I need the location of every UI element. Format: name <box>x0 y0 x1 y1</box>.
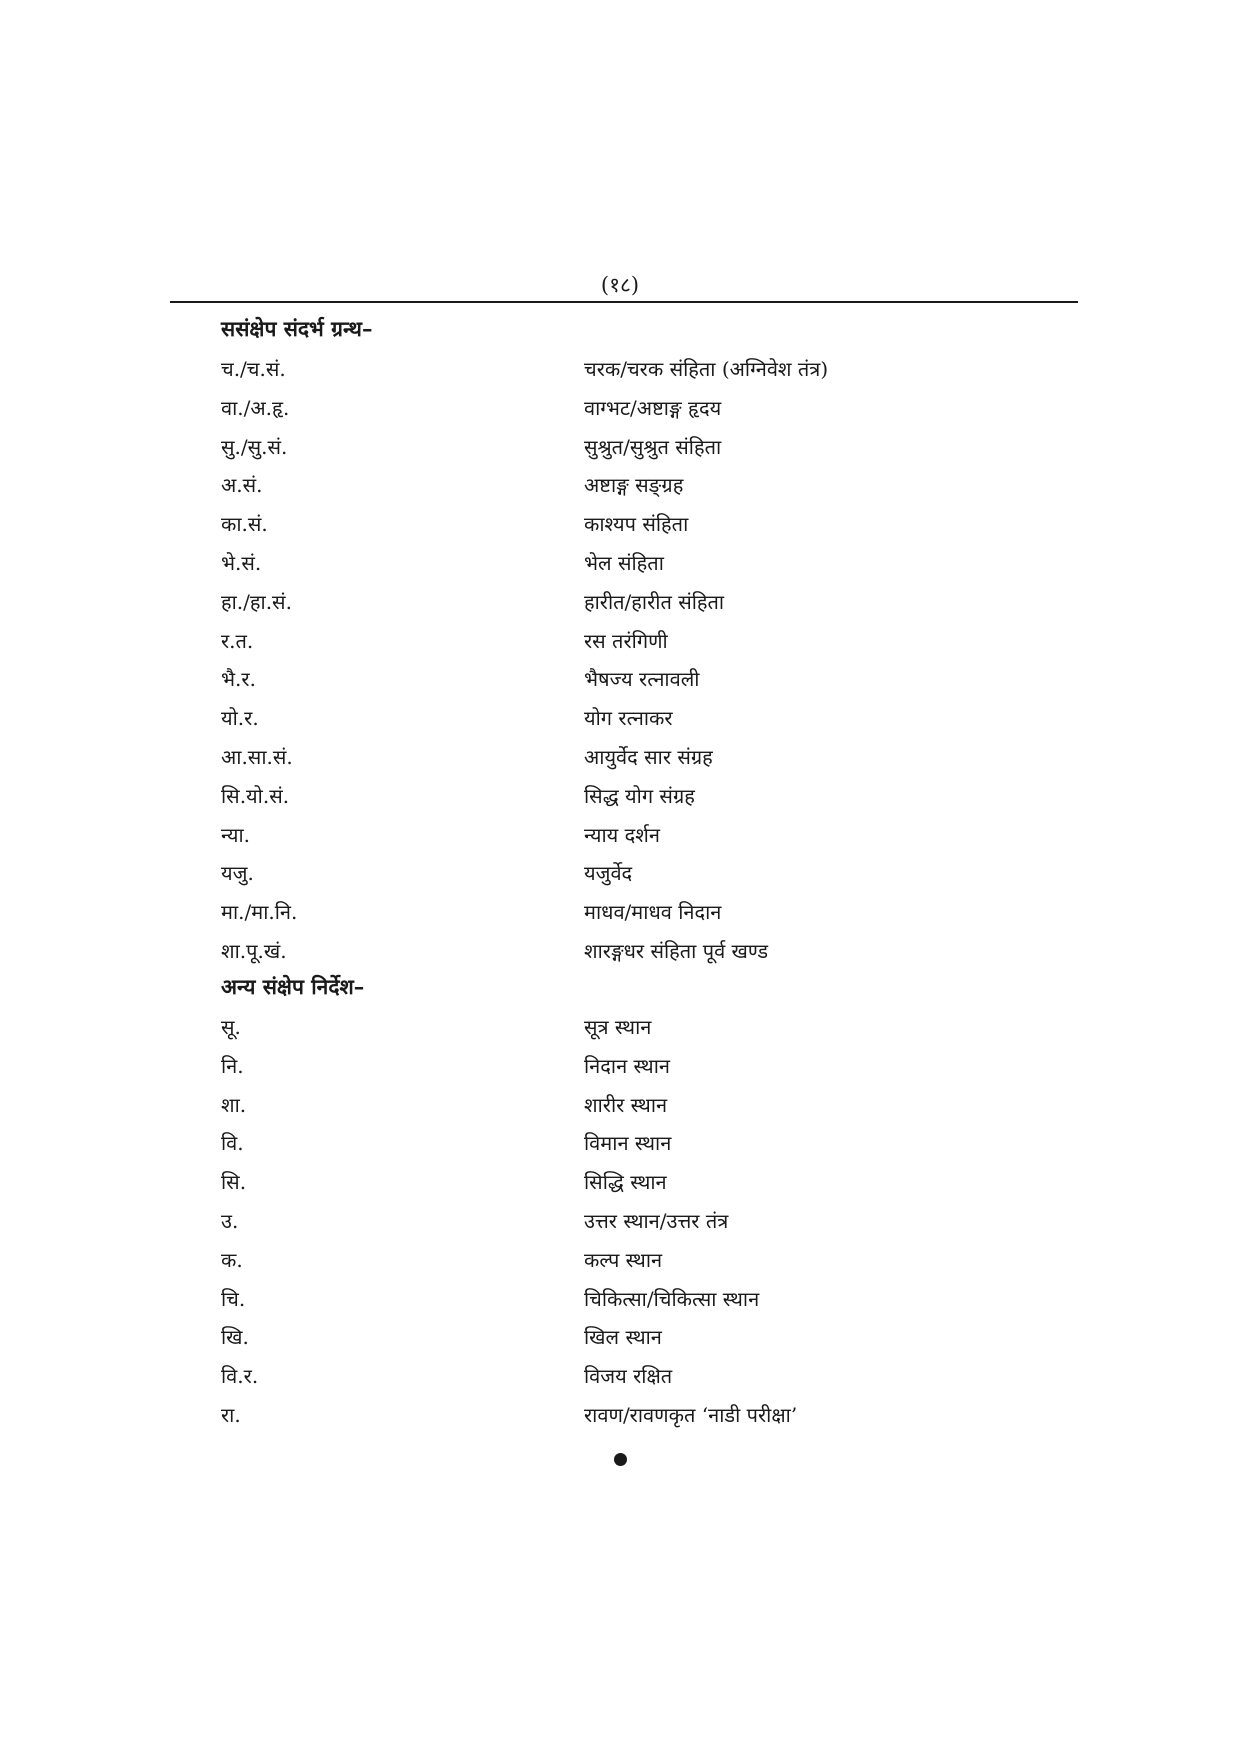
list-item <box>0 509 1240 548</box>
list-item <box>0 1245 1240 1284</box>
end-bullet <box>614 1453 627 1466</box>
abbreviation: सि.यो.सं. <box>221 783 290 808</box>
abbreviation-expansion: भेल संहिता <box>584 550 664 575</box>
list-item <box>0 548 1240 587</box>
abbreviation: रा. <box>221 1402 241 1427</box>
abbreviation-expansion: सिद्ध योग संग्रह <box>584 783 695 808</box>
abbreviation-expansion: न्याय दर्शन <box>584 822 660 847</box>
abbreviation-expansion: सूत्र स्थान <box>584 1015 652 1039</box>
list-item <box>0 587 1240 626</box>
abbreviation: यजु. <box>221 861 254 886</box>
list-item <box>0 626 1240 665</box>
list-item <box>0 1167 1240 1206</box>
list-item <box>0 354 1240 393</box>
abbreviation: सू. <box>221 1015 241 1039</box>
abbreviation: हा./हा.सं. <box>221 589 292 614</box>
list-item <box>0 820 1240 859</box>
abbreviation-expansion: रावण/रावणकृत ‘नाडी परीक्षा’ <box>584 1402 798 1427</box>
list-item <box>0 470 1240 509</box>
list-item <box>0 1090 1240 1129</box>
abbreviation: का.सं. <box>221 512 268 537</box>
list-item <box>0 1206 1240 1245</box>
reference-abbreviation-list <box>0 354 1240 975</box>
abbreviation: यो.र. <box>221 706 259 731</box>
abbreviation-expansion: अष्टाङ्ग सङ्ग्रह <box>584 473 684 498</box>
list-item <box>0 703 1240 742</box>
abbreviation-expansion: हारीत/हारीत संहिता <box>584 589 725 614</box>
list-item <box>0 1322 1240 1361</box>
abbreviation: शा.पू.खं. <box>221 938 287 963</box>
abbreviation: सु./सु.सं. <box>221 434 288 459</box>
abbreviation-expansion: रस तरंगिणी <box>584 628 668 653</box>
abbreviation-expansion: माधव/माधव निदान <box>584 900 722 925</box>
abbreviation-expansion: आयुर्वेद सार संग्रह <box>584 744 713 769</box>
list-item <box>0 897 1240 936</box>
abbreviation: उ. <box>221 1208 239 1233</box>
abbreviation: वा./अ.हृ. <box>221 395 290 420</box>
abbreviation-expansion: सुश्रुत/सुश्रुत संहिता <box>584 434 722 459</box>
header-rule <box>170 301 1078 303</box>
abbreviation: आ.सा.सं. <box>221 744 293 769</box>
abbreviation: र.त. <box>221 628 254 653</box>
list-item <box>0 1051 1240 1090</box>
abbreviation: न्या. <box>221 822 251 847</box>
abbreviation-expansion: निदान स्थान <box>584 1053 670 1078</box>
abbreviation: वि.र. <box>221 1364 259 1389</box>
list-item <box>0 1400 1240 1439</box>
list-item <box>0 858 1240 897</box>
abbreviation-expansion: शारङ्गधर संहिता पूर्व खण्ड <box>584 938 769 963</box>
list-item <box>0 1361 1240 1400</box>
abbreviation-expansion: विजय रक्षित <box>584 1364 673 1389</box>
abbreviation-expansion: सिद्धि स्थान <box>584 1170 667 1195</box>
list-item <box>0 1128 1240 1167</box>
abbreviation: अ.सं. <box>221 473 263 498</box>
list-item <box>0 781 1240 820</box>
abbreviation-expansion: विमान स्थान <box>584 1131 672 1156</box>
abbreviation-expansion: वाग्भट/अष्टाङ्ग हृदय <box>584 395 722 420</box>
abbreviation: क. <box>221 1247 243 1272</box>
list-item <box>0 664 1240 703</box>
abbreviation: भै.र. <box>221 667 256 692</box>
abbreviation: मा./मा.नि. <box>221 900 298 925</box>
abbreviation-expansion: यजुर्वेद <box>584 861 633 886</box>
abbreviation-expansion: काश्यप संहिता <box>584 512 689 537</box>
other-abbreviation-list <box>0 1012 1240 1439</box>
list-item <box>0 432 1240 471</box>
list-item <box>0 393 1240 432</box>
abbreviation: खि. <box>221 1325 249 1350</box>
list-item <box>0 1284 1240 1323</box>
abbreviation-expansion: योग रत्नाकर <box>584 706 673 731</box>
abbreviation: सि. <box>221 1170 247 1195</box>
abbreviation-expansion: खिल स्थान <box>584 1325 662 1350</box>
abbreviation-expansion: शारीर स्थान <box>584 1092 668 1117</box>
abbreviation-expansion: कल्प स्थान <box>584 1247 663 1272</box>
list-item <box>0 936 1240 975</box>
abbreviation-expansion: भैषज्य रत्नावली <box>584 667 700 692</box>
abbreviation: वि. <box>221 1131 244 1156</box>
page-number: (१८) <box>600 273 640 297</box>
abbreviation: शा. <box>221 1092 247 1117</box>
section-heading-other-abbreviations: अन्य संक्षेप निर्देश– <box>221 974 365 999</box>
abbreviation: चि. <box>221 1286 246 1311</box>
section-heading-references: ससंक्षेप संदर्भ ग्रन्थ– <box>221 316 373 341</box>
list-item <box>0 1012 1240 1051</box>
abbreviation: नि. <box>221 1053 244 1078</box>
list-item <box>0 742 1240 781</box>
abbreviation: भे.सं. <box>221 550 262 575</box>
abbreviation: च./च.सं. <box>221 357 286 381</box>
abbreviation-expansion: चिकित्सा/चिकित्सा स्थान <box>584 1286 760 1311</box>
abbreviation-expansion: उत्तर स्थान/उत्तर तंत्र <box>584 1208 729 1233</box>
abbreviation-expansion: चरक/चरक संहिता (अग्निवेश तंत्र) <box>584 357 829 381</box>
